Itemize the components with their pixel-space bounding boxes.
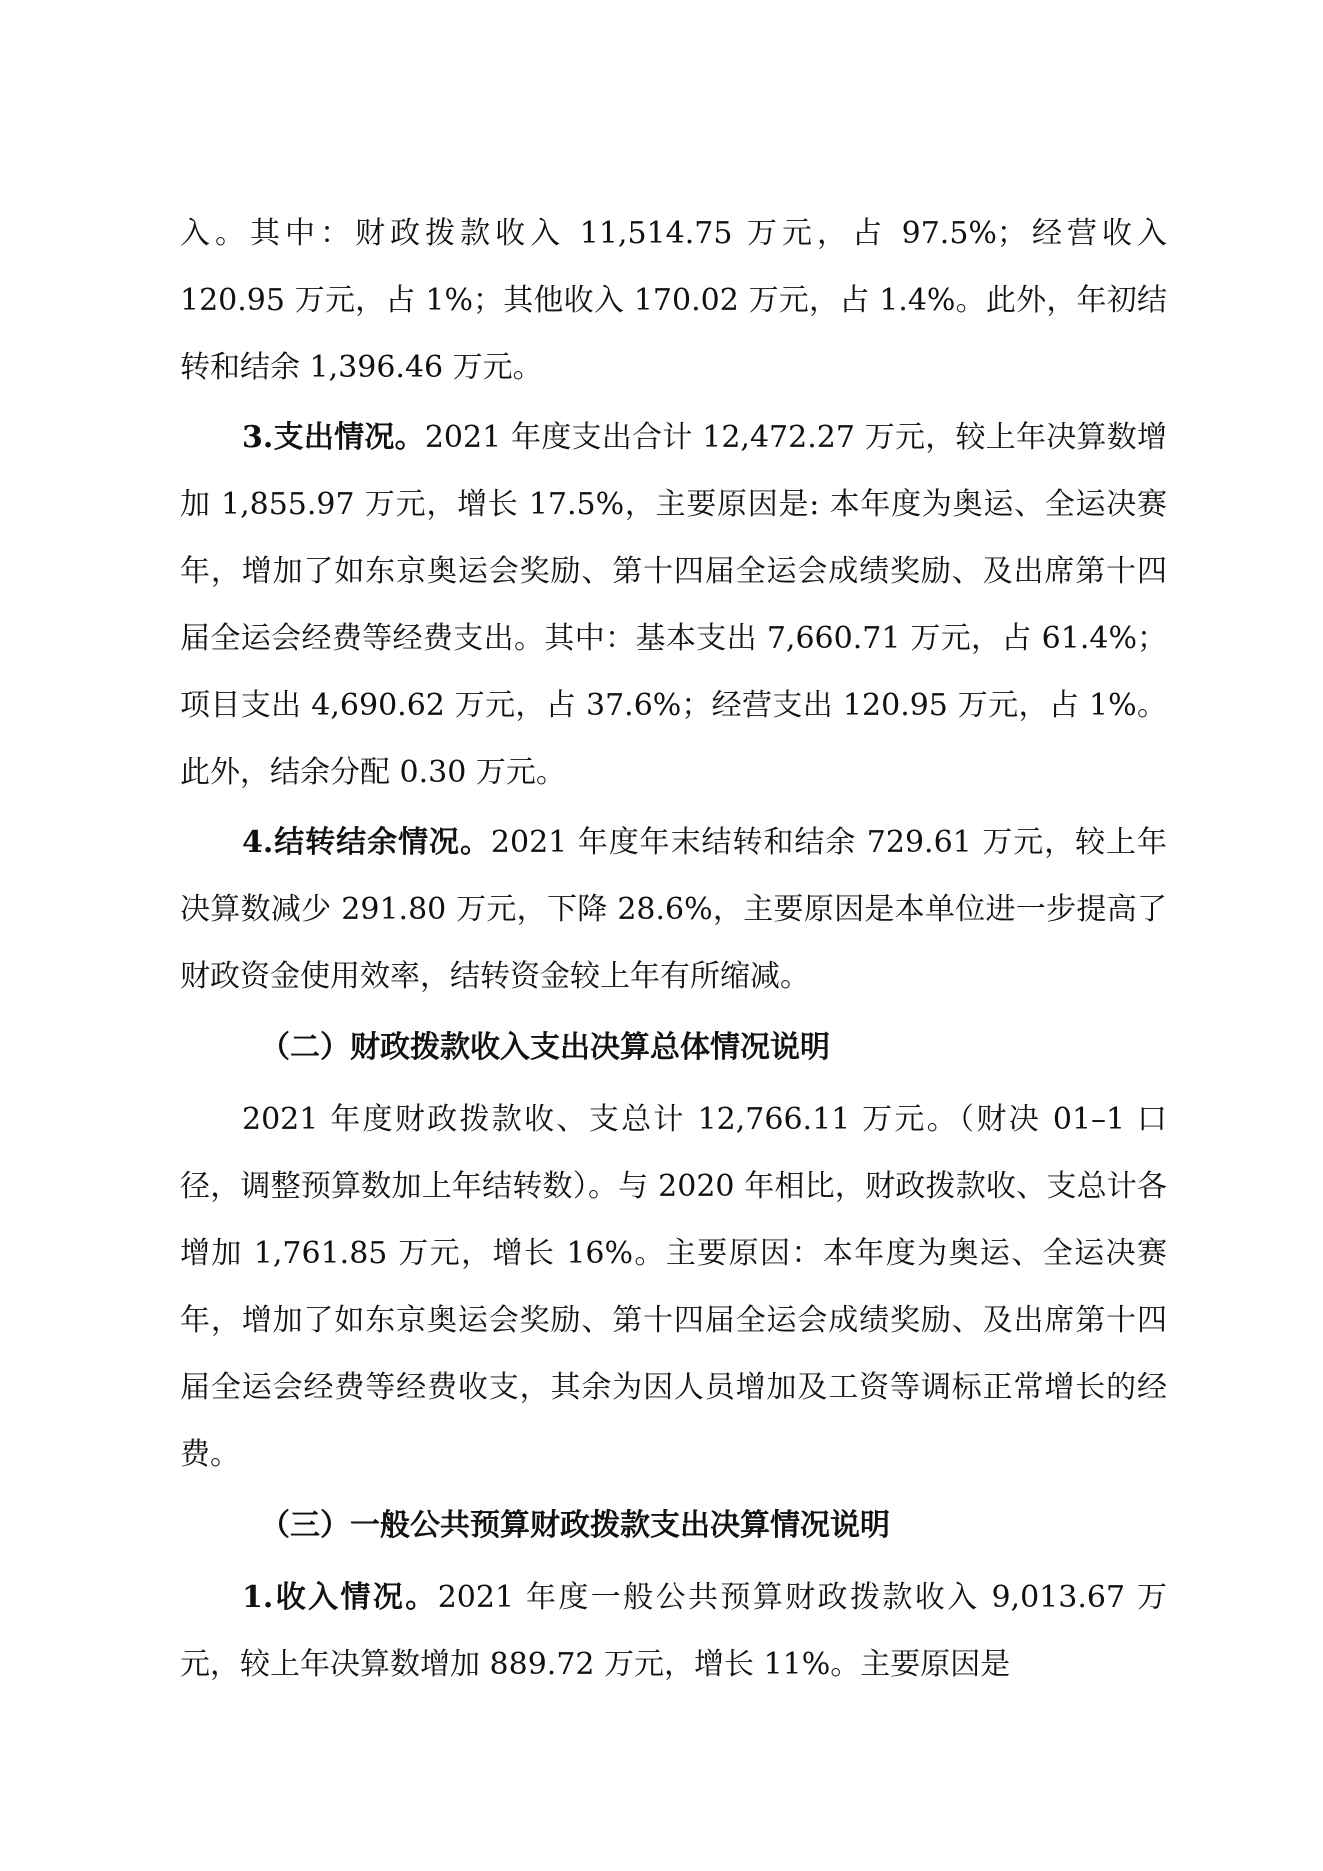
paragraph-general-budget-income (180, 1564, 1167, 1698)
paragraph-text: 2021 年度财政拨款收、支总计 12,766.11 万元。（财决 01–1 口径，调整预算数加上年结转数）。与 2020 年相比，财政拨款收、支总计各增加 1,761.85 万元，增长 16%。主要原因：本年度为奥运、全运决赛年，增加了如东京奥运会奖励、第十四届全运会成绩奖励、及出席第十四届全运会经费等经费收支，其余为因人员增加及工资等调标正常增长的经费。 (180, 1102, 1167, 1472)
paragraph-fiscal-overview (180, 1086, 1167, 1488)
paragraph-expenditure (180, 404, 1167, 806)
paragraph-carryover (180, 809, 1167, 1010)
section-lead-carryover: 4.结转结余情况。 (242, 825, 491, 860)
heading-general-budget: （三）一般公共预算财政拨款支出决算情况说明 (260, 1508, 890, 1543)
paragraph-text: 2021 年度一般公共预算财政拨款收入 9,013.67 万元，较上年决算数增加 889.72 万元，增长 11%。主要原因是 (180, 1580, 1167, 1682)
paragraph-text: 2021 年度年末结转和结余 729.61 万元，较上年决算数减少 291.80 万元，下降 28.6%，主要原因是本单位进一步提高了财政资金使用效率，结转资金较上年有所缩减。 (180, 825, 1167, 994)
section-lead-income: 1.收入情况。 (242, 1580, 438, 1615)
paragraph-text: 入。其中：财政拨款收入 11,514.75 万元，占 97.5%；经营收入 120.95 万元，占 1%；其他收入 170.02 万元，占 1.4%。此外，年初结转和结余 1,396.46 万元。 (180, 216, 1167, 385)
document-body (180, 200, 1167, 1701)
paragraph-text: 2021 年度支出合计 12,472.27 万元，较上年决算数增加 1,855.97 万元，增长 17.5%，主要原因是: 本年度为奥运、全运决赛年，增加了如东京奥运会奖励、第十四届全运会成绩奖励、及出席第十四届全运会经费等经费支出。其中：基本支出 7,660.71 万元，占 61.4%；项目支出 4,690.62 万元，占 37.6%；经营支出 120.95 万元，占 1%。此外，结余分配 0.30 万元。 (180, 420, 1167, 790)
paragraph-income-continued (180, 200, 1167, 401)
section-lead-expenditure: 3.支出情况。 (242, 420, 425, 455)
heading-fiscal-overview: （二）财政拨款收入支出决算总体情况说明 (260, 1030, 830, 1065)
